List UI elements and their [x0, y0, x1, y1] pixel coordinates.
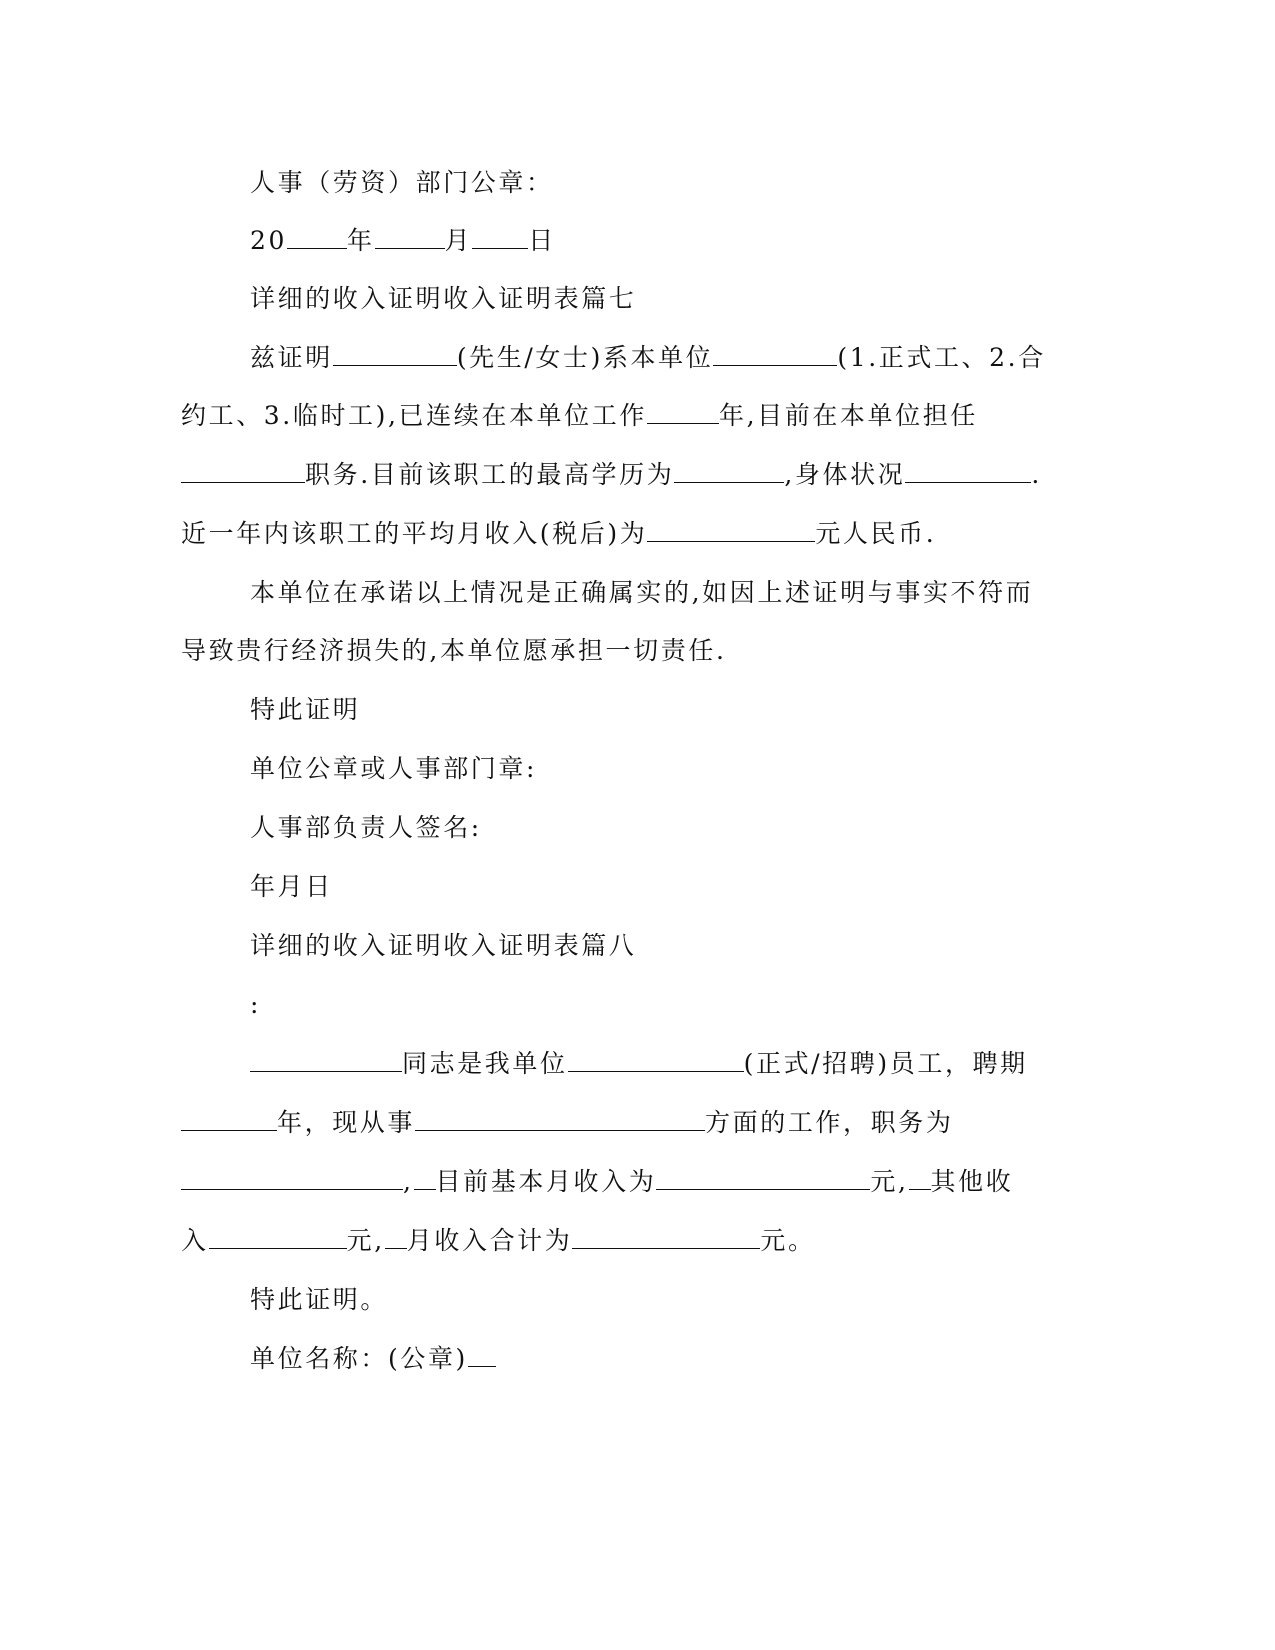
section-title-7: 详细的收入证明收入证明表篇七 [250, 284, 637, 313]
date-line-7: 年月日 [250, 872, 333, 901]
monthly-income-blank[interactable] [647, 517, 815, 542]
position-blank[interactable] [181, 458, 305, 483]
para7-line4: 近一年内该职工的平均月收入(税后)为 元人民币. [181, 519, 937, 548]
day-blank[interactable] [472, 224, 528, 249]
education-blank[interactable] [674, 458, 784, 483]
para7-line6: 导致贵行经济损失的,本单位愿承担一切责任. [181, 636, 727, 665]
basic-income-blank[interactable] [656, 1165, 870, 1190]
short-blank-2[interactable] [909, 1165, 931, 1190]
para8-line3: , 目前基本月收入为 元, 其他收 [181, 1165, 1013, 1199]
para8-line2: 年，现从事 方面的工作，职务为 [181, 1106, 953, 1140]
para7-line3: 职务.目前该职工的最高学历为 ,身体状况 . [181, 458, 1042, 492]
job-title-blank[interactable] [181, 1165, 403, 1190]
para7-line2: 约工、3.临时工),已连续在本单位工作 年,目前在本单位担任 [181, 401, 978, 430]
para8-line4: 入 元, 月收入合计为 元。 [181, 1226, 816, 1255]
certify-line-7: 特此证明 [250, 695, 361, 724]
years-worked-blank[interactable] [647, 399, 719, 424]
month-blank[interactable] [375, 224, 445, 249]
term-years-blank[interactable] [181, 1106, 277, 1131]
para7-line1: 兹证明 (先生/女士)系本单位 (1.正式工、2.合 [250, 343, 1046, 372]
unit-name-blank[interactable] [468, 1342, 496, 1367]
short-blank-1[interactable] [414, 1165, 436, 1190]
year-blank[interactable] [287, 224, 347, 249]
employment-type-blank[interactable] [713, 341, 837, 366]
work-field-blank[interactable] [415, 1106, 705, 1131]
total-income-blank[interactable] [572, 1224, 760, 1249]
unit-blank[interactable] [568, 1047, 744, 1072]
colon-line: : [250, 990, 262, 1019]
other-income-blank[interactable] [209, 1224, 347, 1249]
name-blank[interactable] [333, 341, 457, 366]
para7-line5: 本单位在承诺以上情况是正确属实的,如因上述证明与事实不符而 [250, 578, 1034, 607]
health-blank[interactable] [905, 458, 1031, 483]
seal-line-7: 单位公章或人事部门章: [250, 754, 538, 783]
date-line: 20 年 月 日 [250, 226, 556, 255]
para8-line1: 同志是我单位 (正式/招聘)员工，聘期 [250, 1047, 1028, 1081]
certify-line-8: 特此证明。 [250, 1285, 389, 1314]
short-blank-3[interactable] [385, 1224, 407, 1249]
unit-name-line: 单位名称：(公章) [250, 1342, 496, 1376]
hr-seal-line: 人事（劳资）部门公章： [250, 168, 554, 197]
section-title-8: 详细的收入证明收入证明表篇八 [250, 931, 637, 960]
signature-line-7: 人事部负责人签名: [250, 813, 482, 842]
comrade-name-blank[interactable] [250, 1047, 402, 1072]
